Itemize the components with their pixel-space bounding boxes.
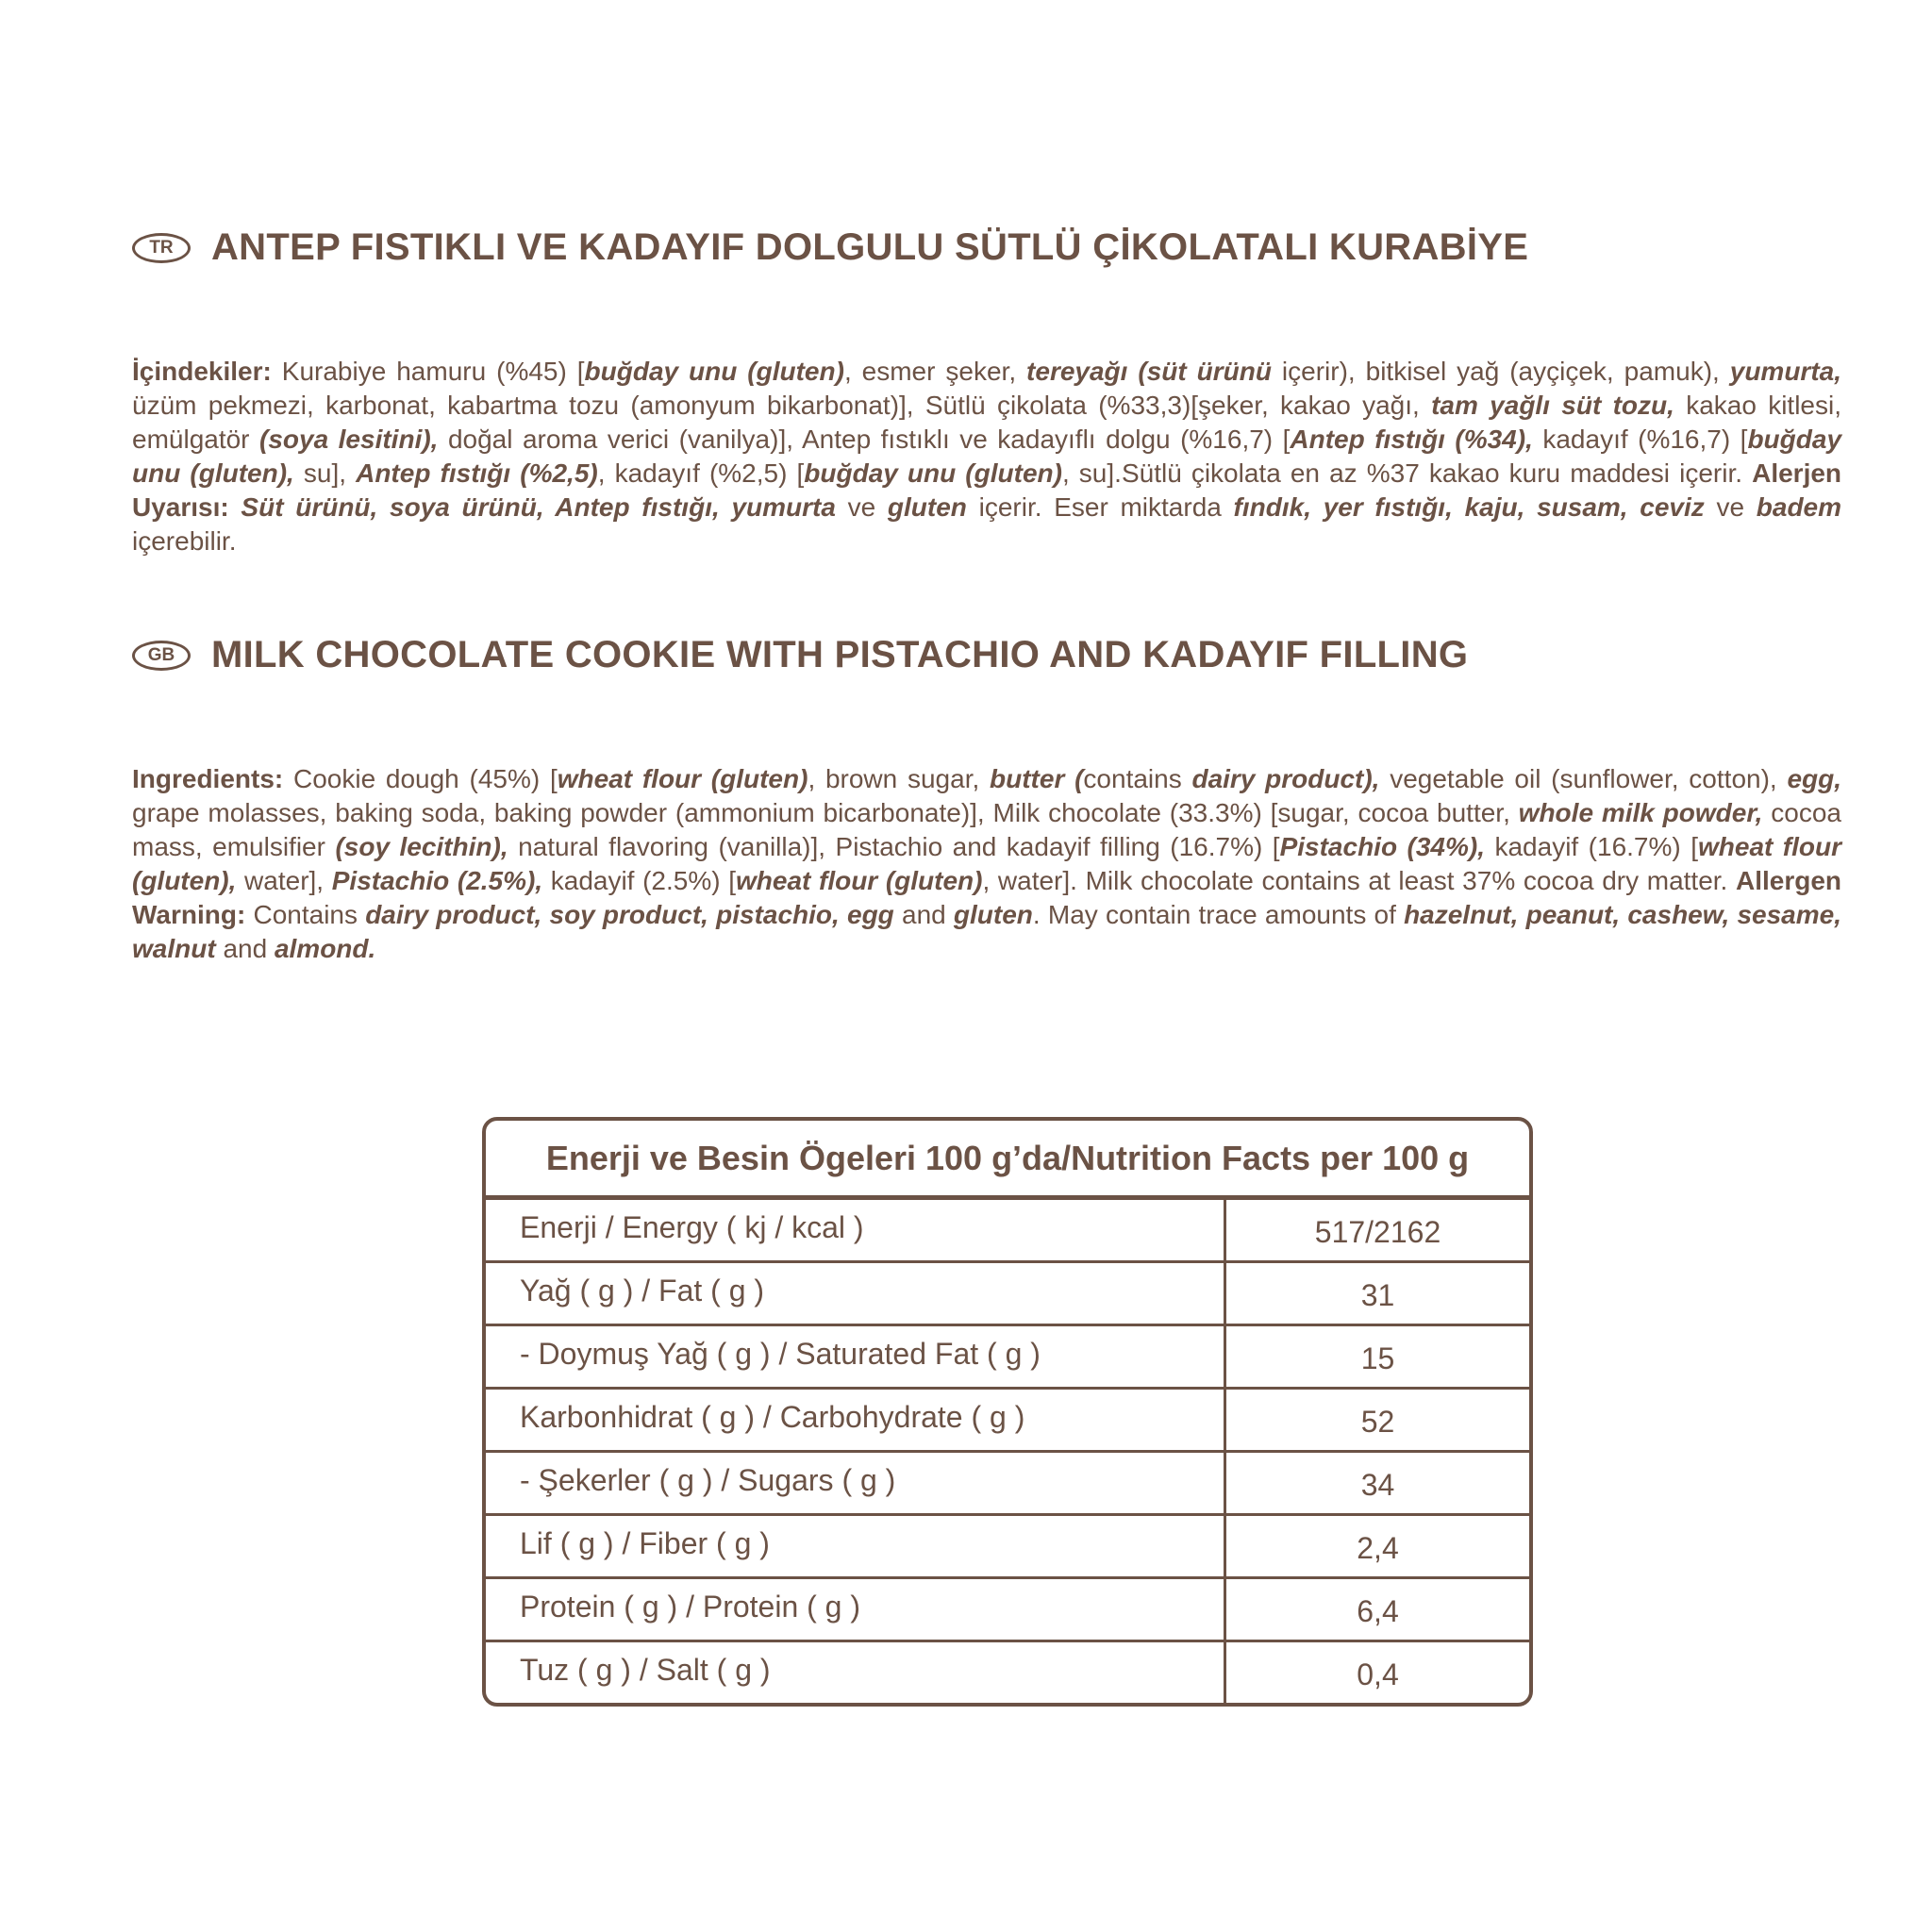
allergen-emphasis: (soy lecithin), (335, 832, 508, 861)
allergen-emphasis: buğday unu (gluten) (804, 458, 1062, 488)
ingredient-text: contains (1083, 764, 1192, 793)
ingredient-text: , su].Sütlü çikolata en az %37 kakao kuru maddesi içerir. (1061, 458, 1753, 488)
nutrient-label: Protein ( g ) / Protein ( g ) (486, 1579, 1226, 1640)
ingredient-text: , esmer şeker, (843, 357, 1027, 386)
gb-heading (132, 634, 1468, 676)
ingredient-text: Contains (245, 900, 366, 929)
allergen-emphasis: tam yağlı süt tozu, (1431, 391, 1674, 420)
nutrient-label: Karbonhidrat ( g ) / Carbohydrate ( g ) (486, 1390, 1226, 1450)
tr-language-badge-icon: TR (132, 233, 191, 263)
ingredient-text: kakao kitlesi, emülgatör (132, 391, 1841, 454)
ingredient-text: kadayif (16.7%) [ (1485, 832, 1698, 861)
ingredient-text: cocoa mass, emulsifier (132, 798, 1841, 861)
ingredient-text: Cookie dough (45%) [ (283, 764, 558, 793)
tr-ingredients-paragraph (132, 355, 1841, 558)
gb-language-badge-icon: GB (132, 641, 191, 671)
ingredient-text: içerir. Eser miktarda (966, 492, 1234, 522)
ingredient-text: and (893, 900, 954, 929)
nutrition-table-header: Enerji ve Besin Ögeleri 100 g’da/Nutrition Facts per 100 g (486, 1121, 1529, 1200)
allergen-emphasis: almond. (274, 934, 376, 963)
allergen-emphasis: hazelnut, peanut, cashew, sesame, walnut (132, 900, 1841, 963)
nutrition-row (486, 1642, 1529, 1703)
allergen-emphasis: buğday unu (gluten), (132, 425, 1842, 488)
allergen-emphasis: Antep fıstığı (%2,5) (356, 458, 598, 488)
allergen-emphasis: dairy product), (1191, 764, 1380, 793)
allergen-emphasis: whole milk powder, (1518, 798, 1763, 827)
ingredient-text: natural flavoring (vanilla)], Pistachio and kadayif filling (16.7%) [ (508, 832, 1280, 861)
allergen-emphasis: gluten (953, 900, 1033, 929)
nutrient-label: - Doymuş Yağ ( g ) / Saturated Fat ( g ) (486, 1326, 1226, 1387)
ingredient-text: doğal aroma verici (vanilya)], Antep fıstıklı ve kadayıflı dolgu (%16,7) [ (438, 425, 1291, 454)
allergen-emphasis: Süt ürünü, soya ürünü, Antep fıstığı, yumurta (241, 492, 836, 522)
allergen-emphasis: wheat flour (gluten), (132, 832, 1842, 895)
allergen-emphasis: yumurta, (1729, 357, 1841, 386)
allergen-emphasis: buğday unu (gluten) (584, 357, 844, 386)
ingredient-text: üzüm pekmezi, karbonat, kabartma tozu (amonyum bikarbonat)], Sütlü çikolata (%33,3)[şeker, kakao yağı, (132, 391, 1432, 420)
ingredient-text: Kurabiye hamuru (%45) [ (271, 357, 585, 386)
nutrient-value: 6,4 (1357, 1593, 1399, 1628)
ingredient-text: ve (1704, 492, 1757, 522)
nutrient-label: Lif ( g ) / Fiber ( g ) (486, 1516, 1226, 1576)
ingredient-label: Alerjen Uyarısı: (132, 458, 1842, 522)
nutrition-row (486, 1326, 1529, 1390)
ingredient-text: içerir), bitkisel yağ (ayçiçek, pamuk), (1271, 357, 1730, 386)
nutrition-row (486, 1263, 1529, 1326)
allergen-emphasis: gluten (887, 492, 967, 522)
allergen-emphasis: Pistachio (34%), (1279, 832, 1486, 861)
nutrient-value: 52 (1360, 1404, 1395, 1439)
ingredient-text: su], (293, 458, 357, 488)
nutrient-value: 2,4 (1357, 1530, 1399, 1565)
nutrient-label: Yağ ( g ) / Fat ( g ) (486, 1263, 1226, 1324)
allergen-emphasis: fındık, yer fıstığı, kaju, susam, ceviz (1233, 492, 1705, 522)
nutrient-label: - Şekerler ( g ) / Sugars ( g ) (486, 1453, 1226, 1513)
nutrition-row (486, 1579, 1529, 1642)
ingredient-text: , brown sugar, (808, 764, 991, 793)
ingredient-label: Allergen Warning: (132, 866, 1841, 929)
allergen-emphasis: egg, (1787, 764, 1842, 793)
allergen-emphasis: Antep fıstığı (%34), (1290, 425, 1533, 454)
ingredient-text: water], (236, 866, 332, 895)
allergen-emphasis: wheat flour (gluten) (736, 866, 983, 895)
nutrient-label: Enerji / Energy ( kj / kcal ) (486, 1200, 1226, 1260)
nutrition-row (486, 1453, 1529, 1516)
ingredient-text: kadayıf (%16,7) [ (1532, 425, 1748, 454)
ingredient-text: ve (835, 492, 888, 522)
nutrient-label: Tuz ( g ) / Salt ( g ) (486, 1642, 1226, 1703)
ingredient-text (229, 492, 242, 522)
nutrition-row (486, 1516, 1529, 1579)
allergen-emphasis: (soya lesitini), (259, 425, 439, 454)
ingredient-text: grape molasses, baking soda, baking powder (ammonium bicarbonate)], Milk chocolate (33.3%) [sugar, cocoa butter, (132, 798, 1519, 827)
tr-product-title: ANTEP FISTIKLI VE KADAYIF DOLGULU SÜTLÜ ÇİKOLATALI KURABİYE (211, 226, 1529, 268)
allergen-emphasis: tereyağı (süt ürünü (1026, 357, 1272, 386)
nutrition-row (486, 1200, 1529, 1263)
ingredient-label: İçindekiler: (132, 357, 272, 386)
nutrient-value: 15 (1360, 1341, 1395, 1375)
ingredient-text: vegetable oil (sunflower, cotton), (1379, 764, 1788, 793)
ingredient-text: kadayif (2.5%) [ (542, 866, 736, 895)
allergen-emphasis: dairy product, soy product, pistachio, egg (365, 900, 894, 929)
gb-product-title: MILK CHOCOLATE COOKIE WITH PISTACHIO AND KADAYIF FILLING (211, 634, 1469, 675)
ingredient-text: and (215, 934, 275, 963)
ingredient-label: Ingredients: (132, 764, 284, 793)
nutrient-value: 0,4 (1357, 1657, 1399, 1691)
allergen-emphasis: butter ( (990, 764, 1084, 793)
ingredient-text: , water]. Milk chocolate contains at least 37% cocoa dry matter. (982, 866, 1736, 895)
nutrient-value: 31 (1360, 1277, 1395, 1312)
allergen-emphasis: wheat flour (gluten) (557, 764, 808, 793)
allergen-emphasis: Pistachio (2.5%), (331, 866, 543, 895)
allergen-emphasis: badem (1756, 492, 1842, 522)
gb-ingredients-paragraph (132, 762, 1841, 966)
ingredient-text: içerebilir. (132, 526, 237, 556)
nutrition-facts-table (482, 1117, 1533, 1707)
nutrition-row (486, 1390, 1529, 1453)
ingredient-text: , kadayıf (%2,5) [ (597, 458, 805, 488)
nutrient-value: 34 (1360, 1467, 1395, 1502)
nutrient-value: 517/2162 (1314, 1214, 1441, 1249)
tr-heading (132, 226, 1528, 269)
ingredient-text: . May contain trace amounts of (1032, 900, 1405, 929)
